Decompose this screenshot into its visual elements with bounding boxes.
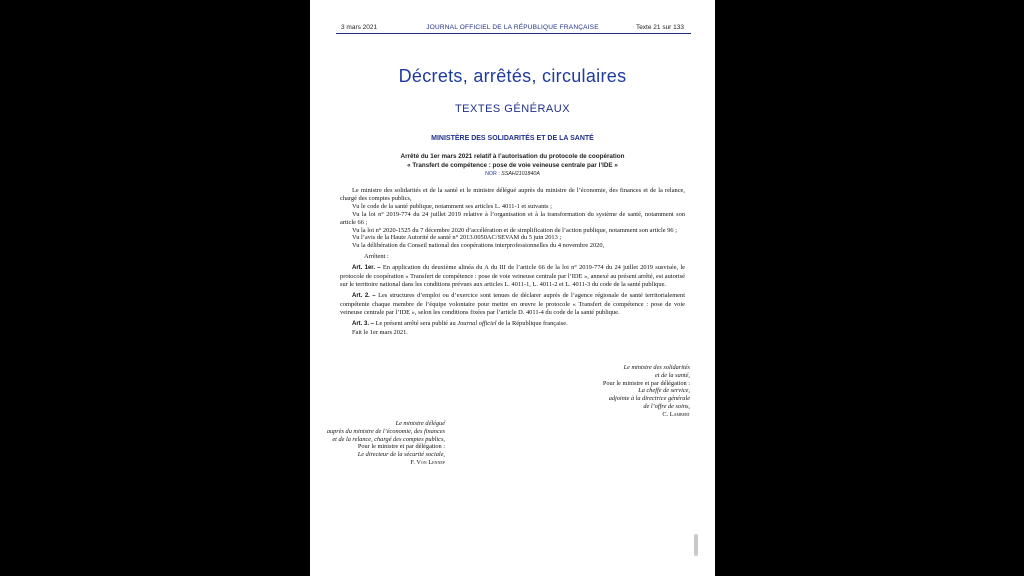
article-1 <box>340 264 685 289</box>
paragraph-ministers: Le ministre des solidarités et de la santé et le ministre délégué auprès du ministre de l’économie, des finances et de la relance, chargé des comptes publics, <box>340 187 685 202</box>
paragraph-vu-deliberation: Vu la délibération du Conseil national des coopérations interprofessionnelles du 4 novembre 2020, <box>352 242 605 250</box>
document-page <box>310 0 715 576</box>
nor-reference <box>310 171 715 177</box>
paragraph-vu-avis: Vu l’avis de la Haute Autorité de santé n° 2013.0050AC/SEVAM du 5 juin 2013 ; <box>352 234 562 242</box>
ministry-title: MINISTÈRE DES SOLIDARITÉS ET DE LA SANTÉ <box>431 135 594 142</box>
header-divider <box>336 33 691 34</box>
page-title: Décrets, arrêtés, circulaires <box>398 66 627 86</box>
signature2-line: Le ministre délégué <box>395 420 445 427</box>
paragraph-vu-code: Vu le code de la santé publique, notamment ses articles L. 4011-1 et suivants ; <box>352 202 552 210</box>
paragraph-fait-le: Fait le 1er mars 2021. <box>352 328 408 336</box>
nor-value: SSAH2101840A <box>501 171 540 177</box>
article-2-text: Les structures d’emploi ou d’exercice sont tenues de déclarer auprès de l’agence régionale de santé territorialement compétente chaque membre de l’équipe volontaire pour mettre en œuvre le protocole « Transfert de compétence : pose de voie veineuse centrale par l’IDE », selon les conditions fixées par l’article D. 4011-4 du code de la santé publique. <box>340 291 685 316</box>
article-3-text-a: Le présent arrêté sera publié au <box>375 319 456 327</box>
header-texte: Texte 21 sur 133 <box>635 24 684 31</box>
article-2-label: Art. 2. – <box>352 292 376 299</box>
signature1-line: adjointe à la directrice générale <box>608 395 690 403</box>
section-title: TEXTES GÉNÉRAUX <box>454 103 571 115</box>
paragraph-vu-loi-2020: Vu la loi n° 2020-1525 du 7 décembre 2020 d’accélération et de simplification de l’action publique, notamment son article 96 ; <box>352 226 677 234</box>
signature2-line: auprès du ministre de l’économie, des finances <box>326 427 445 435</box>
signature1-name: C. Lambert <box>662 410 690 418</box>
arrete-title-line1: Arrêté du 1er mars 2021 relatif à l’autorisation du protocole de coopération <box>400 153 625 160</box>
arrete-title-line2: « Transfert de compétence : pose de voie veineuse centrale par l’IDE » <box>407 161 618 169</box>
signature1-line: La cheffe de service, <box>638 387 690 395</box>
signature1-line: Le ministre des solidarités <box>623 364 690 371</box>
signature2-line: Le directeur de la sécurité sociale, <box>357 451 445 459</box>
signature1-line: et de la santé, <box>655 371 690 379</box>
signature1-line: Pour le ministre et par délégation : <box>602 379 690 387</box>
paragraph-arretent: Arrêtent : <box>364 253 389 261</box>
article-3 <box>340 320 685 329</box>
document-body <box>340 187 685 336</box>
article-3-label: Art. 3. – <box>352 320 375 327</box>
signature1-line: de l’offre de soins, <box>643 402 690 410</box>
signature-block-comptes-publics <box>310 420 445 467</box>
scrollbar-thumb[interactable] <box>694 534 698 556</box>
signature2-line: et de la relance, chargé des comptes publics, <box>332 435 445 443</box>
article-3-text-c: de la République française. <box>498 319 568 327</box>
article-1-text: En application du deuxième alinéa du A du III de l’article 66 de la loi n° 2019-774 du 24 juillet 2019 susvisée, le protocole de coopération « Transfert de compétence : pose de voie veineuse centrale par l’IDE », annexé au présent arrêté, est autorisé sur le territoire national dans les conditions prévues aux articles L. 4011-1, L. 4011-2 et L. 4011-3 du code de la santé publique. <box>340 264 685 288</box>
arrete-title <box>350 153 675 170</box>
signature2-line: Pour le ministre et par délégation : <box>357 443 445 451</box>
nor-label: NOR : <box>485 171 500 177</box>
header-journal: JOURNAL OFFICIEL DE LA RÉPUBLIQUE FRANÇAISE <box>426 24 599 31</box>
signature2-name: F. Von Lennep <box>410 458 445 466</box>
article-1-label: Art. 1er. – <box>352 265 381 272</box>
page-header <box>310 24 715 38</box>
signature-block-sante <box>560 364 690 419</box>
article-2 <box>340 292 685 317</box>
header-date: 3 mars 2021 <box>341 24 378 31</box>
paragraph-vu-loi-2019: Vu la loi n° 2019-774 du 24 juillet 2019 relative à l’organisation et à la transformation du système de santé, notamment son article 66 ; <box>340 210 685 226</box>
article-3-journal: Journal officiel <box>457 319 497 327</box>
